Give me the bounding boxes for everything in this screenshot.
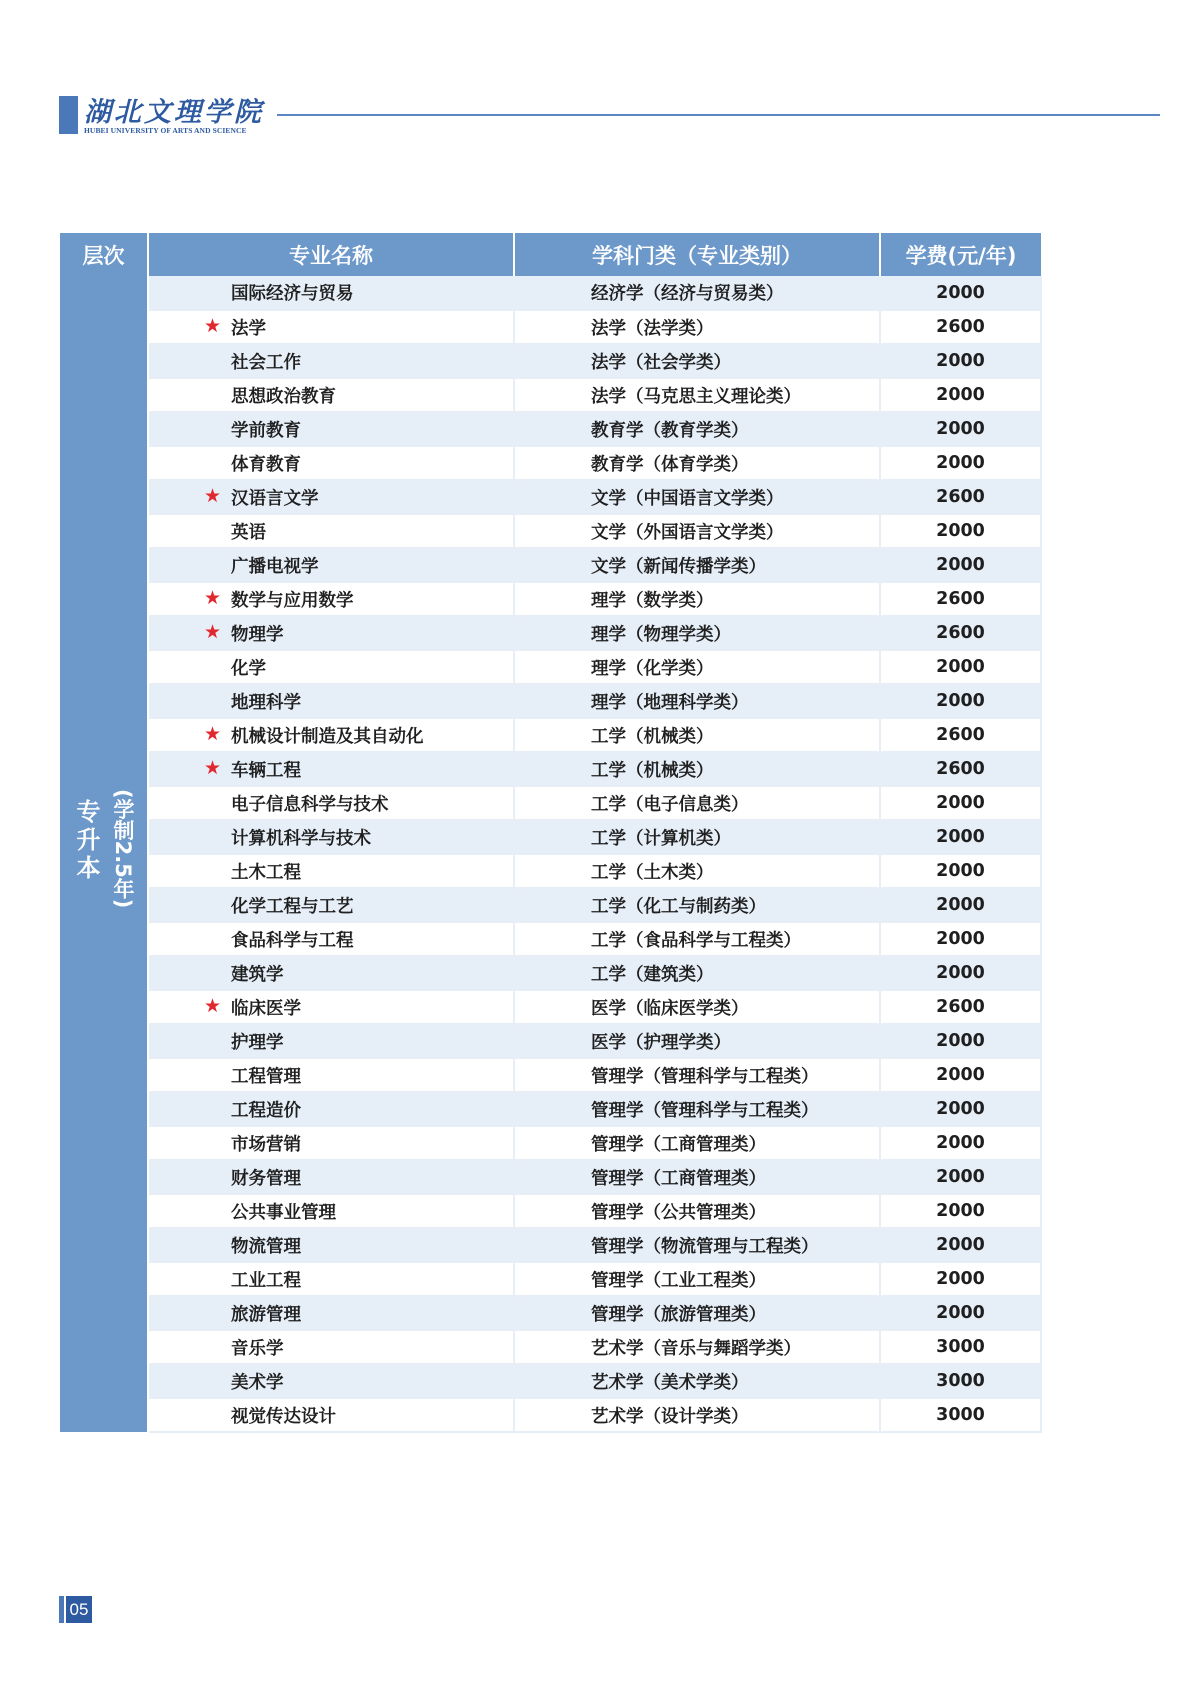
fee-cell: 3000 xyxy=(880,1330,1041,1364)
major-cell xyxy=(148,412,514,446)
major-cell xyxy=(148,514,514,548)
major-name: 国际经济与贸易 xyxy=(231,284,354,304)
fee-cell: 2600 xyxy=(880,480,1041,514)
major-cell xyxy=(148,752,514,786)
category-cell: 工学（食品科学与工程类） xyxy=(514,922,880,956)
major-name: 社会工作 xyxy=(231,352,301,373)
major-cell xyxy=(148,548,514,582)
major-cell xyxy=(148,820,514,854)
header-divider xyxy=(277,114,1160,116)
table-row xyxy=(60,276,1041,310)
category-cell: 理学（化学类） xyxy=(514,650,880,684)
major-name: 建筑学 xyxy=(231,964,284,985)
major-name: 学前教育 xyxy=(231,420,301,441)
category-cell: 艺术学（设计学类） xyxy=(514,1398,880,1432)
major-cell xyxy=(148,1330,514,1364)
table-row xyxy=(60,480,1041,514)
category-cell: 理学（地理科学类） xyxy=(514,684,880,718)
table-row xyxy=(60,514,1041,548)
fee-cell: 3000 xyxy=(880,1364,1041,1398)
major-cell xyxy=(148,310,514,344)
fee-cell: 2600 xyxy=(880,990,1041,1024)
major-cell xyxy=(148,446,514,480)
featured-star-icon: ★ xyxy=(204,756,222,779)
table-row xyxy=(60,1262,1041,1296)
category-cell: 法学（马克思主义理论类） xyxy=(514,378,880,412)
major-name: 临床医学 xyxy=(231,998,301,1019)
major-name: 食品科学与工程 xyxy=(231,930,354,951)
major-name: 计算机科学与技术 xyxy=(231,828,371,849)
fee-cell: 2600 xyxy=(880,616,1041,650)
featured-star-icon: ★ xyxy=(204,484,222,507)
category-cell: 工学（化工与制药类） xyxy=(514,888,880,922)
major-name: 公共事业管理 xyxy=(231,1202,336,1223)
fee-cell: 2000 xyxy=(880,956,1041,990)
table-row xyxy=(60,446,1041,480)
fee-cell: 2000 xyxy=(880,684,1041,718)
major-name: 化学工程与工艺 xyxy=(231,896,354,917)
category-cell: 工学（机械类） xyxy=(514,718,880,752)
level-cell xyxy=(60,276,148,1432)
major-cell xyxy=(148,1160,514,1194)
header-level: 层次 xyxy=(60,233,148,276)
category-cell: 医学（临床医学类） xyxy=(514,990,880,1024)
table-row xyxy=(60,412,1041,446)
featured-star-icon: ★ xyxy=(204,722,222,745)
fee-cell: 2000 xyxy=(880,1126,1041,1160)
category-cell: 工学（土木类） xyxy=(514,854,880,888)
fee-cell: 2000 xyxy=(880,548,1041,582)
major-cell xyxy=(148,1024,514,1058)
major-name: 地理科学 xyxy=(231,692,301,713)
major-name: 汉语言文学 xyxy=(231,488,319,509)
level-main-text: 专升本 xyxy=(72,799,100,884)
table-body xyxy=(60,276,1041,1432)
category-cell: 管理学（工商管理类） xyxy=(514,1160,880,1194)
table-row xyxy=(60,378,1041,412)
major-cell xyxy=(148,480,514,514)
major-cell xyxy=(148,378,514,412)
featured-star-icon: ★ xyxy=(204,620,222,643)
major-cell xyxy=(148,922,514,956)
level-duration-text: (学制2.5年) xyxy=(111,789,135,909)
major-cell xyxy=(148,1296,514,1330)
category-cell: 法学（法学类） xyxy=(514,310,880,344)
major-cell xyxy=(148,718,514,752)
category-cell: 管理学（管理科学与工程类） xyxy=(514,1092,880,1126)
table-row xyxy=(60,1296,1041,1330)
table-row xyxy=(60,1364,1041,1398)
major-cell xyxy=(148,582,514,616)
fee-cell: 2000 xyxy=(880,1228,1041,1262)
major-name: 旅游管理 xyxy=(231,1304,301,1325)
table-row xyxy=(60,1058,1041,1092)
category-cell: 理学（物理学类） xyxy=(514,616,880,650)
major-cell xyxy=(148,1126,514,1160)
school-name-en: HUBEI UNIVERSITY OF ARTS AND SCIENCE xyxy=(84,126,247,135)
major-cell xyxy=(148,1058,514,1092)
fee-cell: 2000 xyxy=(880,786,1041,820)
major-cell xyxy=(148,990,514,1024)
fee-cell: 2000 xyxy=(880,1160,1041,1194)
major-cell xyxy=(148,1262,514,1296)
major-cell xyxy=(148,1364,514,1398)
category-cell: 艺术学（美术学类） xyxy=(514,1364,880,1398)
category-cell: 工学（计算机类） xyxy=(514,820,880,854)
major-name: 化学 xyxy=(231,658,266,679)
category-cell: 文学（中国语言文学类） xyxy=(514,480,880,514)
table-row xyxy=(60,548,1041,582)
table-row xyxy=(60,820,1041,854)
fee-cell: 2000 xyxy=(880,1024,1041,1058)
table-header-row xyxy=(60,233,1041,276)
category-cell: 教育学（体育学类） xyxy=(514,446,880,480)
category-cell: 医学（护理学类） xyxy=(514,1024,880,1058)
category-cell: 法学（社会学类） xyxy=(514,344,880,378)
major-name: 法学 xyxy=(231,318,266,339)
category-cell: 管理学（公共管理类） xyxy=(514,1194,880,1228)
major-name: 美术学 xyxy=(231,1372,284,1393)
major-name: 机械设计制造及其自动化 xyxy=(231,726,424,747)
major-name: 体育教育 xyxy=(231,454,301,475)
category-cell: 经济学（经济与贸易类） xyxy=(514,276,880,310)
table-row xyxy=(60,1330,1041,1364)
table-row xyxy=(60,616,1041,650)
fee-cell: 2000 xyxy=(880,650,1041,684)
category-cell: 教育学（教育学类） xyxy=(514,412,880,446)
category-cell: 管理学（工商管理类） xyxy=(514,1126,880,1160)
header-category: 学科门类（专业类别） xyxy=(514,233,880,276)
table-row xyxy=(60,1092,1041,1126)
major-name: 广播电视学 xyxy=(231,556,319,577)
fee-cell: 2000 xyxy=(880,344,1041,378)
fee-cell: 2000 xyxy=(880,1296,1041,1330)
major-cell xyxy=(148,276,514,310)
major-cell xyxy=(148,1194,514,1228)
table-row xyxy=(60,1126,1041,1160)
major-cell xyxy=(148,650,514,684)
school-name-cn: 湖北文理学院 xyxy=(84,97,264,128)
major-cell xyxy=(148,616,514,650)
table-row xyxy=(60,1398,1041,1432)
major-name: 市场营销 xyxy=(231,1134,301,1155)
fee-cell: 2000 xyxy=(880,922,1041,956)
page-number: 05 xyxy=(66,1596,92,1623)
fee-cell: 2000 xyxy=(880,820,1041,854)
major-name: 英语 xyxy=(231,522,266,543)
fee-cell: 2600 xyxy=(880,752,1041,786)
table-row xyxy=(60,786,1041,820)
fee-cell: 2000 xyxy=(880,412,1041,446)
featured-star-icon: ★ xyxy=(204,994,222,1017)
major-name: 土木工程 xyxy=(231,862,301,883)
page-number-accent xyxy=(59,1596,64,1623)
table-row xyxy=(60,1194,1041,1228)
major-name: 工业工程 xyxy=(231,1270,301,1291)
category-cell: 文学（外国语言文学类） xyxy=(514,514,880,548)
table-row xyxy=(60,1160,1041,1194)
major-cell xyxy=(148,786,514,820)
major-cell xyxy=(148,344,514,378)
major-name: 数学与应用数学 xyxy=(231,590,354,611)
featured-star-icon: ★ xyxy=(204,586,222,609)
fee-cell: 2000 xyxy=(880,514,1041,548)
major-name: 物流管理 xyxy=(231,1236,301,1257)
fee-cell: 2000 xyxy=(880,1092,1041,1126)
fee-cell: 2000 xyxy=(880,854,1041,888)
table-row xyxy=(60,922,1041,956)
major-cell xyxy=(148,1228,514,1262)
fee-cell: 2000 xyxy=(880,378,1041,412)
fee-cell: 2000 xyxy=(880,888,1041,922)
major-cell xyxy=(148,854,514,888)
fee-cell: 2000 xyxy=(880,446,1041,480)
category-cell: 工学（机械类） xyxy=(514,752,880,786)
header-major: 专业名称 xyxy=(148,233,514,276)
major-cell xyxy=(148,684,514,718)
logo-accent-bar xyxy=(59,96,78,134)
fee-cell: 2000 xyxy=(880,1194,1041,1228)
category-cell: 艺术学（音乐与舞蹈学类） xyxy=(514,1330,880,1364)
table-row xyxy=(60,684,1041,718)
table-row xyxy=(60,344,1041,378)
fee-cell: 2600 xyxy=(880,582,1041,616)
header-fee: 学费(元/年) xyxy=(880,233,1041,276)
featured-star-icon: ★ xyxy=(204,314,222,337)
fee-cell: 2000 xyxy=(880,1058,1041,1092)
table-row xyxy=(60,718,1041,752)
category-cell: 管理学（工业工程类） xyxy=(514,1262,880,1296)
category-cell: 理学（数学类） xyxy=(514,582,880,616)
category-cell: 工学（建筑类） xyxy=(514,956,880,990)
fee-cell: 2000 xyxy=(880,276,1041,310)
major-name: 财务管理 xyxy=(231,1168,301,1189)
major-cell xyxy=(148,888,514,922)
category-cell: 管理学（旅游管理类） xyxy=(514,1296,880,1330)
major-name: 物理学 xyxy=(231,624,284,645)
table-row xyxy=(60,1228,1041,1262)
category-cell: 工学（电子信息类） xyxy=(514,786,880,820)
table-row xyxy=(60,310,1041,344)
major-name: 工程管理 xyxy=(231,1066,301,1087)
table-row xyxy=(60,650,1041,684)
major-name: 护理学 xyxy=(231,1032,284,1053)
category-cell: 管理学（管理科学与工程类） xyxy=(514,1058,880,1092)
major-name: 视觉传达设计 xyxy=(231,1406,336,1427)
table-row xyxy=(60,582,1041,616)
major-name: 工程造价 xyxy=(231,1100,301,1121)
table-row xyxy=(60,1024,1041,1058)
category-cell: 文学（新闻传播学类） xyxy=(514,548,880,582)
fee-cell: 2600 xyxy=(880,310,1041,344)
fee-cell: 2600 xyxy=(880,718,1041,752)
major-name: 车辆工程 xyxy=(231,760,301,781)
major-name: 思想政治教育 xyxy=(231,386,336,407)
category-cell: 管理学（物流管理与工程类） xyxy=(514,1228,880,1262)
tuition-table xyxy=(60,233,1042,1433)
major-cell xyxy=(148,956,514,990)
table-row xyxy=(60,752,1041,786)
table-row xyxy=(60,990,1041,1024)
table-row xyxy=(60,956,1041,990)
major-cell xyxy=(148,1092,514,1126)
level-label xyxy=(69,789,138,909)
fee-cell: 3000 xyxy=(880,1398,1041,1432)
major-cell xyxy=(148,1398,514,1432)
major-name: 音乐学 xyxy=(231,1338,284,1359)
table-row xyxy=(60,888,1041,922)
major-name: 电子信息科学与技术 xyxy=(231,794,389,815)
fee-cell: 2000 xyxy=(880,1262,1041,1296)
table-row xyxy=(60,854,1041,888)
